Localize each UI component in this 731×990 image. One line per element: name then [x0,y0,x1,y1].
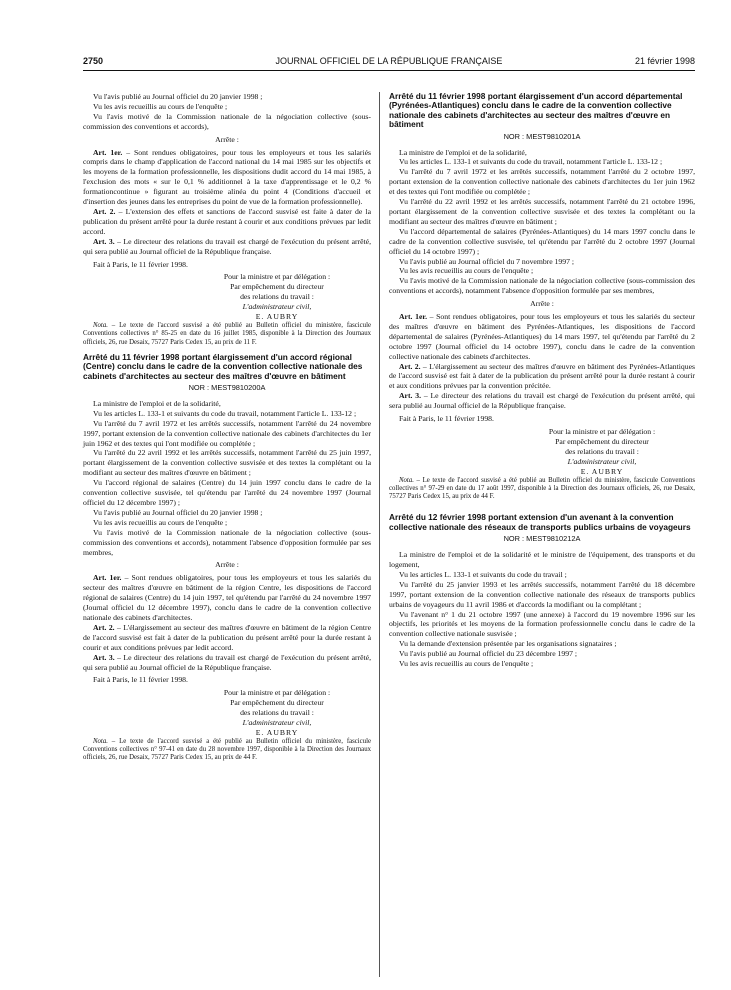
visa: Vu les articles L. 133-1 et suivants du code du travail, notamment l'article L. 133-12 ; [399,157,663,167]
intro-visa: Vu les avis recueillis au cours de l'enquête ; [93,101,228,111]
issue-date: 21 février 1998 [634,56,695,66]
nor-reference: NOR : MEST9810200A [188,383,266,393]
article-3 [389,391,695,411]
decree-title: Arrêté du 11 février 1998 portant élargissement d'un accord départemental (Pyrénées-Atlantiques) conclu dans le cadre de la convention collective nationale des cabinets d'architectes au secteur des maîtres d'œuvre en bâtiment [389,91,683,130]
signature-line: Par empêchement du directeur [555,436,649,446]
fait-a-paris: Fait à Paris, le 11 février 1998. [93,259,188,269]
visa: Vu l'arrêté du 22 avril 1992 et les arrêtés successifs, notamment l'arrêté du 25 juin 1997, portant élargissement de la convention collective susvisée et des textes la complétant ou la modifiant au secteur des maîtres d'œuvre en bâtiment ; [83,448,371,478]
page-header [83,56,695,70]
fait-a-paris: Fait à Paris, le 11 février 1998. [93,675,188,685]
signature-line: des relations du travail : [240,708,314,718]
arrete-label: Arrête : [530,299,554,309]
nota [389,477,695,502]
article-2 [389,362,695,392]
visa: Vu l'avis motivé de la Commission nationale de la négociation collective (sous-commission des conventions et accords), notamment l'absence d'opposition formulée par ses membres, [83,527,371,557]
article-1 [389,312,695,362]
decree-title: Arrêté du 12 février 1998 portant extension d'un avenant à la convention collective nationale des réseaux de transports publics urbains de voyageurs [389,512,691,532]
visa: Vu la demande d'extension présentée par les organisations signataires ; [399,639,617,649]
article-label: Art. 2. [93,622,115,632]
visa: Vu les avis recueillis au cours de l'enquête ; [399,266,534,276]
visa: Vu l'accord régional de salaires (Centre) du 14 juin 1997 conclu dans le cadre de la convention collective susvisée, tel qu'étendu par l'arrêté du 24 novembre 1997 (Journal officiel du 12 décembre 1997) ; [83,478,371,508]
page-number: 2750 [83,56,104,66]
article-text: – L'extension des effets et sanctions de l'accord susvisé est faite à dater de la publication du présent arrêté pour la durée restant à courir et aux conditions prévues par ledit accord. [83,206,371,236]
visa: Vu l'avenant n° 1 du 21 octobre 1997 (une annexe) à l'accord du 19 novembre 1996 sur les objectifs, les priorités et les moyens de la formation professionnelle conclu dans le cadre de la convention collective nationale susvisée ; [389,609,695,639]
article-2 [83,623,371,653]
article-text: – Le directeur des relations du travail est chargé de l'exécution du présent arrêté, qui sera publié au Journal officiel de la République française. [389,391,695,411]
article-text: – Le directeur des relations du travail est chargé de l'exécution du présent arrêté, qui sera publié au Journal officiel de la République française. [83,652,371,672]
article-label: Art. 1er. [93,147,123,157]
signature-block [183,688,371,738]
article-text: – L'élargissement au secteur des maîtres d'œuvre en bâtiment des Pyrénées-Atlantiques de l'accord susvisé est fait à dater de la publication du présent arrêté pour la durée restant à courir et aux conditions prévues par la convention précitée. [389,361,696,391]
visa: Vu l'avis publié au Journal officiel du 20 janvier 1998 ; [93,507,263,517]
article-text: – Sont rendues obligatoires, pour tous les employeurs et tous les salariés du secteur des maîtres d'œuvre en bâtiment de la région Centre, les dispositions de l'accord régional de salaires (Centre) du 14 juin 1997, tel qu'étendu par l'arrêté du 24 novembre 1997 (Journal officiel du 12 décembre 1997), conclu dans le cadre de la convention collective nationale des cabinets d'architectes. [83,573,371,622]
nota-label: Nota. [399,476,414,484]
signature-line: L'administrateur civil, [242,718,312,728]
article-label: Art. 1er. [399,312,427,322]
visa: Vu l'arrêté du 7 avril 1972 et les arrêtés successifs, notamment l'arrêté du 24 novembre 1997, portant extension de la convention collective nationale des cabinets d'architectes du 1er juin 1962 et des textes qui l'ont modifiée ou complétée ; [83,418,371,448]
article-text: – Le directeur des relations du travail est chargé de l'exécution du présent arrêté, qui sera publié au Journal officiel de la République française. [83,236,371,256]
right-column [389,92,695,669]
arrete-label: Arrête : [215,134,239,144]
visa: La ministre de l'emploi et de la solidarité et le ministre de l'équipement, des transports et du logement, [389,550,695,570]
nota-label: Nota. [93,737,108,745]
signature-block [183,272,371,322]
article-label: Art. 2. [93,206,116,216]
article-text: – L'élargissement au secteur des maîtres d'œuvre en bâtiment de la région Centre de l'accord susvisé est fait à dater de la publication du présent arrêté pour la durée restant à courir et aux conditions prévues par ledit accord. [83,622,371,652]
article-1 [83,148,371,207]
visa: La ministre de l'emploi et de la solidarité, [93,398,221,408]
nor-reference: NOR : MEST9810201A [503,131,581,141]
signatory-name: E. AUBRY [255,312,299,322]
signature-line: L'administrateur civil, [567,456,637,466]
signature-block [509,427,695,477]
article-3 [83,653,371,673]
journal-title: JOURNAL OFFICIEL DE LA RÉPUBLIQUE FRANÇAISE [275,56,503,66]
signature-line: Pour la ministre et par délégation : [223,272,331,282]
nota-label: Nota. [93,321,108,329]
article-label: Art. 1er. [93,573,122,583]
signatory-name: E. AUBRY [580,466,624,476]
signature-line: des relations du travail : [565,446,639,456]
article-label: Art. 3. [399,391,422,401]
header-rule [83,70,695,71]
intro-visa: Vu l'avis motivé de la Commission nationale de la négociation collective (sous-commission des conventions et accords), [83,111,371,131]
signature-line: des relations du travail : [240,292,314,302]
signature-line: Pour la ministre et par délégation : [548,427,656,436]
visa: Vu l'arrêté du 25 janvier 1993 et les arrêtés successifs, notamment l'arrêté du 18 décembre 1997, portant extension de la convention collective nationale des réseaux de transports publics urbains de voyageurs du 11 avril 1986 et d'accords la modifiant ou la complétant ; [389,579,695,609]
visa: Vu les avis recueillis au cours de l'enquête ; [399,659,534,669]
signatory-name: E. AUBRY [255,727,299,737]
nota [83,738,371,763]
visa: Vu les avis recueillis au cours de l'enquête ; [93,517,228,527]
nota-text: – Le texte de l'accord susvisé a été publié au Bulletin officiel du ministère, fascicule Conventions collectives n° 97-41 en date du 28 novembre 1997, disponible à la Direction des Journaux officiels, 26, rue Desaix, 75727 Paris Cedex 15, au prix de 44 F. [83,737,371,762]
fait-a-paris: Fait à Paris, le 11 février 1998. [399,414,494,424]
visa: La ministre de l'emploi et de la solidarité, [399,147,527,157]
signature-line: L'administrateur civil, [242,302,312,312]
left-column [83,92,371,763]
article-2 [83,207,371,237]
visa: Vu les articles L. 133-1 et suivants du code du travail, notamment l'article L. 133-12 ; [93,408,357,418]
nota-text: – Le texte de l'accord susvisé a été publié au Bulletin officiel du ministère, fascicule Conventions collectives n° 85-25 en date du 16 juillet 1985, disponible à la Direction des Journaux officiels, 26, rue Desaix, 75727 Paris Cedex 15, au prix de 11 F. [83,321,371,346]
decree-title: Arrêté du 11 février 1998 portant élargissement d'un accord régional (Centre) conclu dans le cadre de la convention collective nationale des cabinets d'architectes au secteur des maîtres d'œuvre en bâtiment [83,351,363,381]
article-text: – Sont rendues obligatoires, pour tous les employeurs et tous les salariés du secteur des maîtres d'œuvre en bâtiment des Pyrénées-Atlantiques, les dispositions de l'accord départemental de salaires (Pyrénées-Atlantiques) du 14 mars 1997, tel qu'étendu par l'arrêté du 2 octobre 1997 (Journal officiel du 14 octobre 1997), conclu dans le cadre de la convention collective nationale des cabinets d'architectes. [389,312,695,361]
article-label: Art. 2. [399,361,421,371]
visa: Vu les articles L. 133-1 et suivants du code du travail ; [399,569,567,579]
column-separator [379,92,380,977]
article-label: Art. 3. [93,236,115,246]
signature-line: Par empêchement du directeur [230,698,324,708]
nor-reference: NOR : MEST9810212A [503,534,581,544]
arrete-label: Arrête : [215,560,239,570]
visa: Vu l'avis publié au Journal officiel du 7 novembre 1997 ; [399,256,574,266]
visa: Vu l'arrêté du 22 avril 1992 et les arrêtés successifs, notamment l'arrêté du 21 octobre 1996, portant élargissement de la convention collective susvisée et des textes la complétant ou la modifiant au secteur des maîtres d'œuvre en bâtiment ; [389,197,695,226]
article-label: Art. 3. [93,652,115,662]
visa: Vu l'avis motivé de la Commission nationale de la négociation collective (sous-commission des conventions et accords), notamment l'absence d'opposition formulée par ses membres, [389,276,695,296]
signature-line: Pour la ministre et par délégation : [223,688,331,698]
visa: Vu l'arrêté du 7 avril 1972 et les arrêtés successifs, notamment l'arrêté du 2 octobre 1997, portant extension de la convention collective nationale des cabinets d'architectes du 1er juin 1962 et des textes qui l'ont modifiée ou complétée ; [389,167,695,197]
visa: Vu l'avis publié au Journal officiel du 23 décembre 1997 ; [399,649,577,659]
signature-line: Par empêchement du directeur [230,282,324,292]
article-1 [83,573,371,623]
intro-visa: Vu l'avis publié au Journal officiel du 20 janvier 1998 ; [93,92,263,101]
nota-text: – Le texte de l'accord susvisé a été publié au Bulletin officiel du ministère, fascicule Conventions collectives n° 97-29 en date du 17 août 1997, disponible à la Direction des Journaux officiels, 26, rue Desaix, 75727 Paris Cedex 15, au prix de 44 F. [389,476,695,501]
article-3 [83,237,371,257]
visa: Vu l'accord départemental de salaires (Pyrénées-Atlantiques) du 14 mars 1997 conclu dans le cadre de la convention collective susvisée, tel qu'étendu par l'arrêté du 2 octobre 1997 (Journal officiel du 14 octobre 1997) ; [389,226,695,256]
article-text: – Sont rendues obligatoires, pour tous les employeurs et tous les salariés compris dans le champ d'application de l'accord national du 14 mai 1985 sur les objectifs et les moyens de la formation professionnelle, les dispositions dudit accord du 14 mai 1985, à l'exclusion des mots « sur le 0,1 % additionnel à la taxe d'apprentissage et le 0,2 % formationcontinue » figurant au troisième alinéa du point 4 (Conditions d'accueil et d'insertion des jeunes dans les entreprises du point de vue de la formation professionnelle). [83,147,371,207]
nota [83,322,371,347]
